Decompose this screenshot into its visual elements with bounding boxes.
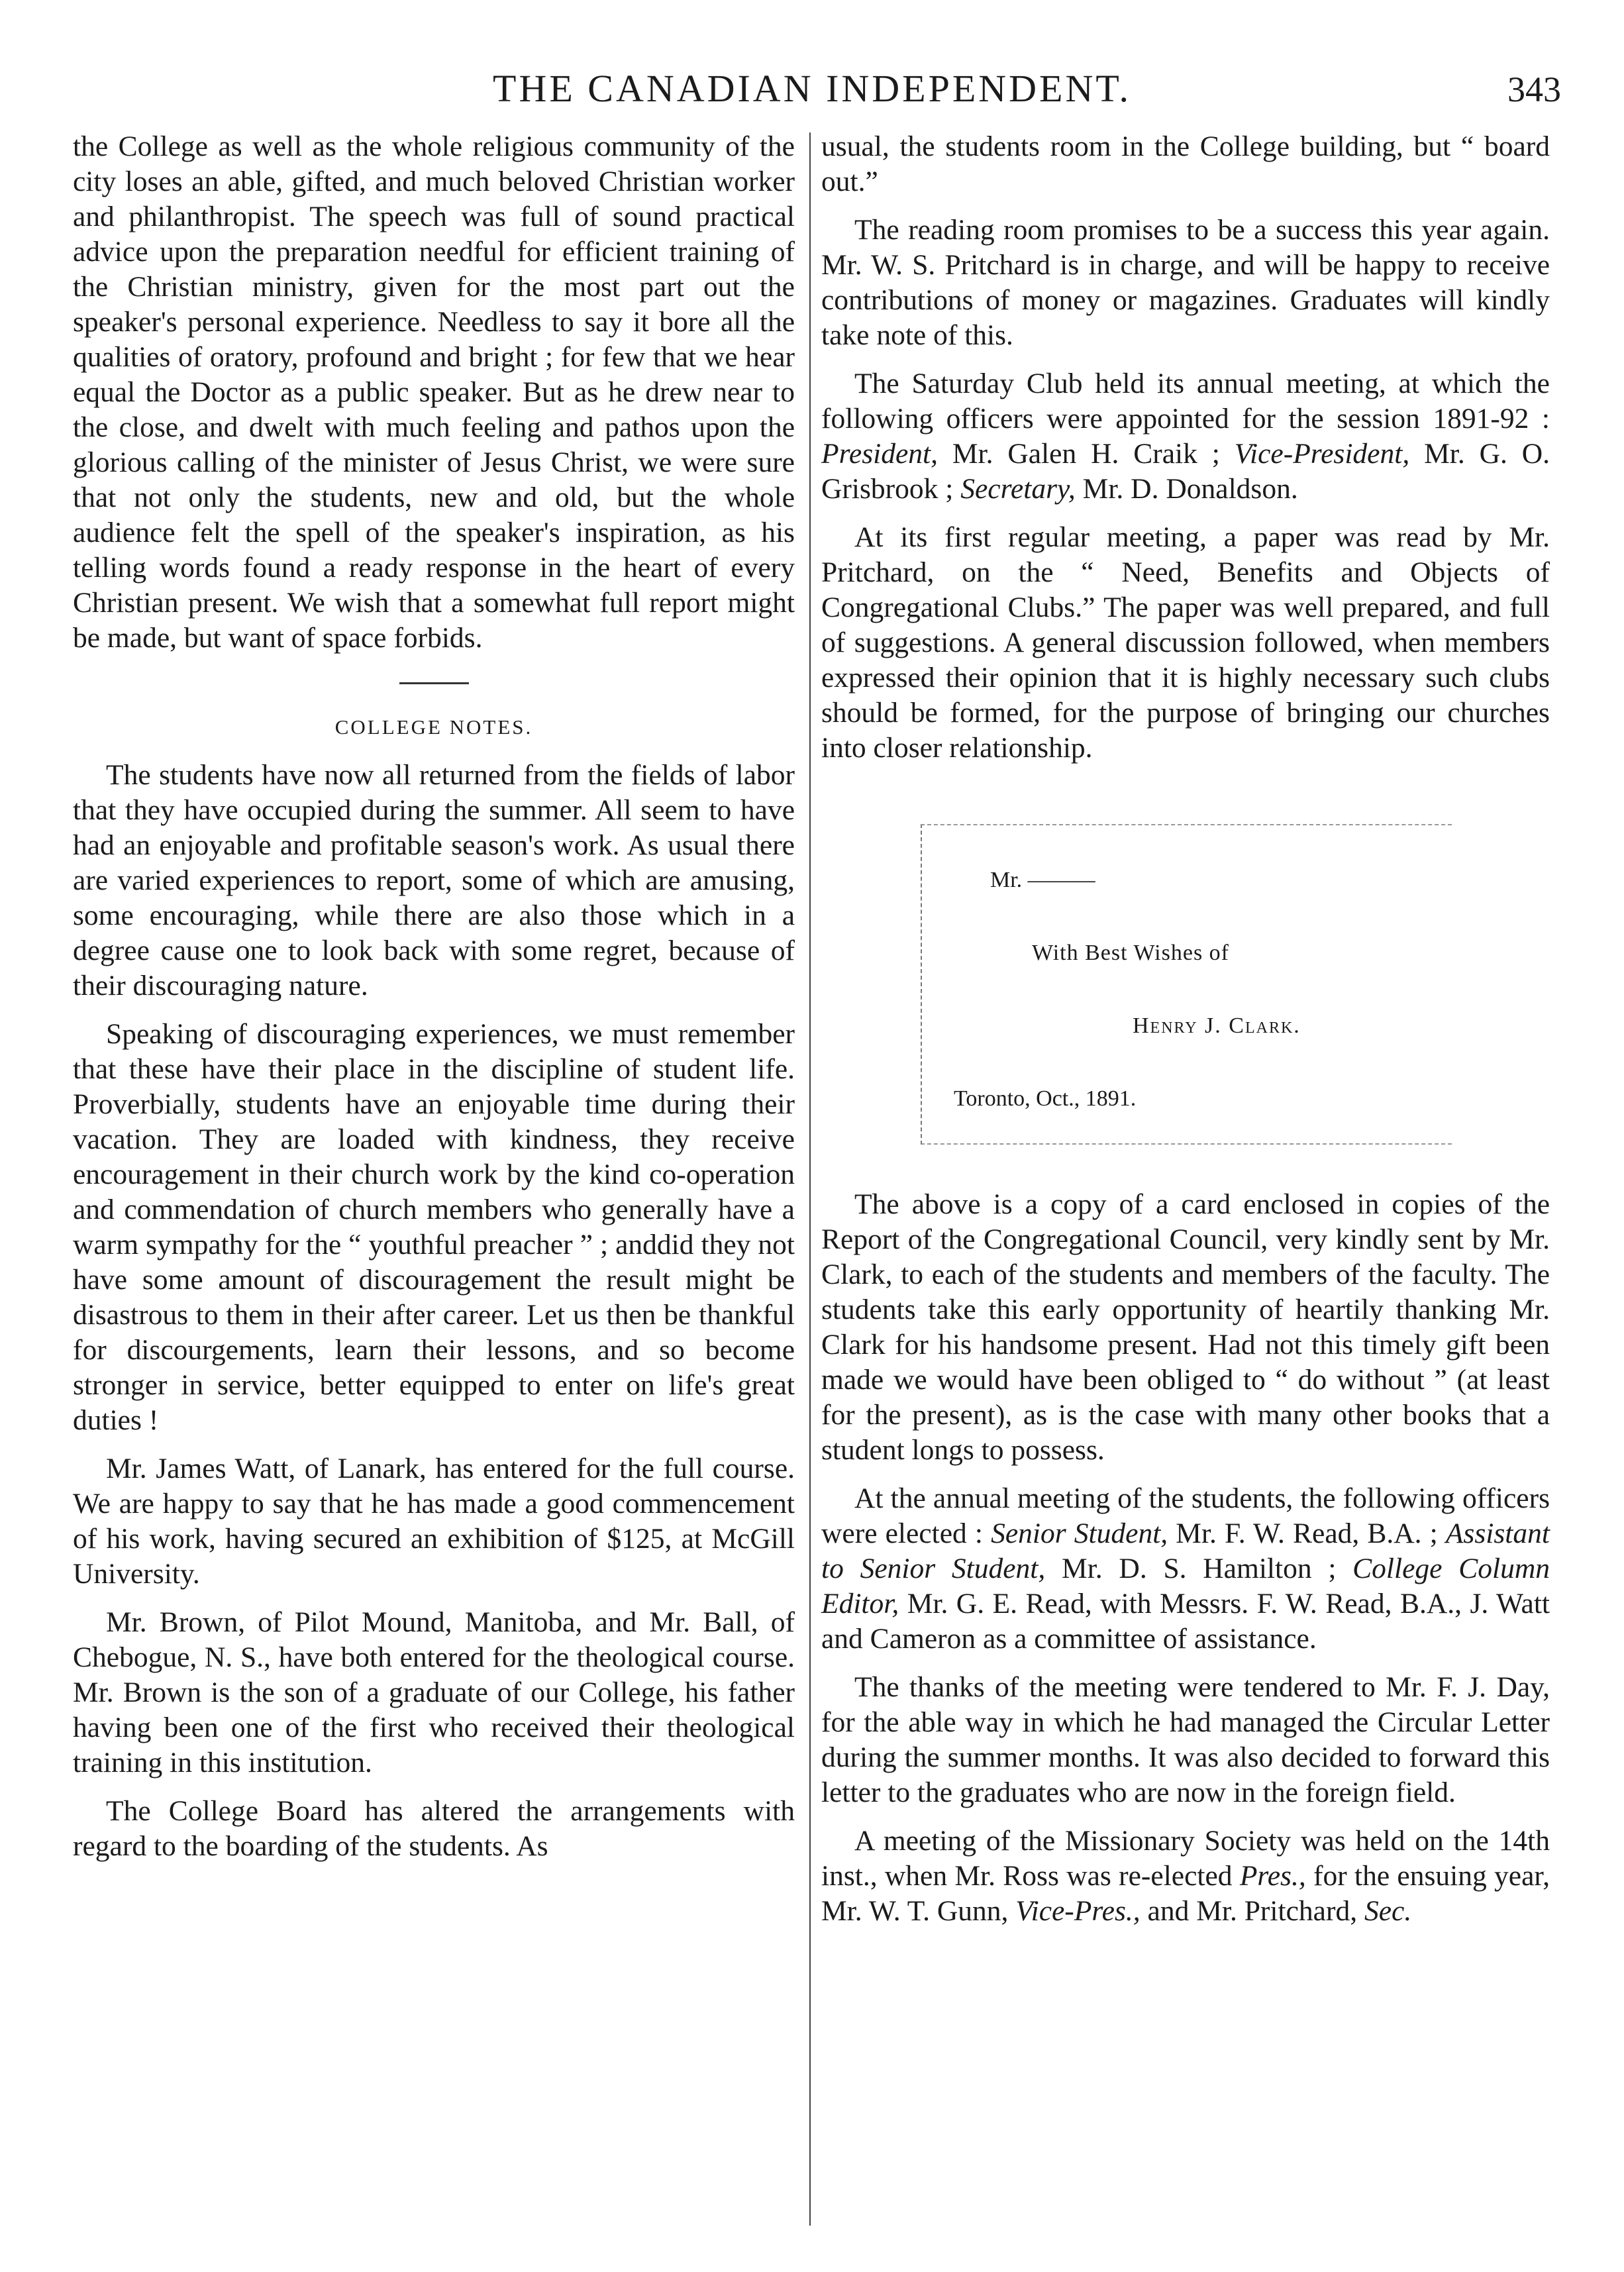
paragraph-board-out: usual, the students room in the College building, but “ board out.” <box>821 130 1550 197</box>
paragraph-james-watt: Mr. James Watt, of Lanark, has entered for the full course. We are happy to say that he has made a good commencement of his work, having secured an exhibition of $125, at McGill University. <box>73 1453 795 1590</box>
section-divider <box>399 682 469 684</box>
card-wishes: With Best Wishes of <box>1032 941 1230 965</box>
left-column <box>73 129 795 1864</box>
paragraph-card-description: The above is a copy of a card enclosed in copies of the Report of the Congregational Council, very kindly sent by Mr. Clark, to each of the students and members of the faculty. The students take this early opportunity of heartily thanking Mr. Clark for his handsome present. Had not this timely gift been made we would have been obliged to “ do without ” (at least for the present), as is the case with many other books that a student longs to possess. <box>821 1188 1550 1466</box>
column-divider <box>809 132 811 2226</box>
paragraph-reading-room: The reading room promises to be a success this year again. Mr. W. S. Pritchard is in charge, and will be happy to receive contributions of money or magazines. Graduates will kindly take note of this. <box>821 214 1550 351</box>
page-number: 343 <box>1507 70 1561 109</box>
paragraph-discouraging-experiences: Speaking of discouraging experiences, we must remember that these have their place in the discipline of student life. Proverbially, students have an enjoyable time during their vacation. They are loaded with kindness, they receive encouragement in their church work by the kind co-operation and commendation of church members who generally have a warm sympathy for the “ youthful preacher ” ; anddid they not have some amount of discouragement the result might be disastrous to them in their after career. Let us then be thankful for discourgements, learn their lessons, and so become stronger in service, better equipped to enter on life's great duties ! <box>73 1018 795 1436</box>
card-copy <box>821 791 1550 1162</box>
paragraph-missionary-society: A meeting of the Missionary Society was held on the 14th inst., when Mr. Ross was re-elected Pres., for the ensuing year, Mr. W. T. Gunn, Vice-Pres., and Mr. Pritchard, Sec. <box>821 1825 1550 1927</box>
paragraph-students-returned: The students have now all returned from the fields of labor that they have occupied during the summer. All seem to have had an enjoyable and profitable season's work. As usual there are varied experiences to report, some of which are amusing, some encouraging, while there are also those which in a degree cause one to look back with some regret, because of their discouraging nature. <box>73 759 795 1002</box>
paragraph-college-board: The College Board has altered the arrangements with regard to the boarding of the students. As <box>73 1795 795 1862</box>
paragraph-thanks: The thanks of the meeting were tendered to Mr. F. J. Day, for the able way in which he had managed the Circular Letter during the summer months. It was also decided to forward this letter to the graduates who are now in the foreign field. <box>821 1671 1550 1808</box>
card-sender: Henry J. Clark. <box>1133 1013 1301 1038</box>
section-heading-college-notes: COLLEGE NOTES. <box>334 715 533 739</box>
paragraph-annual-meeting: At the annual meeting of the students, the following officers were elected : Senior Student, Mr. F. W. Read, B.A. ; Assistant to Senior Student, Mr. D. S. Hamilton ; College Column Editor, Mr. G. E. Read, with Messrs. F. W. Read, B.A., J. Watt and Cameron as a committee of assistance. <box>821 1482 1550 1655</box>
page-header <box>0 46 1624 119</box>
paragraph-saturday-club: The Saturday Club held its annual meeting, at which the following officers were appointed for the session 1891-92 : President, Mr. Galen H. Craik ; Vice-President, Mr. G. O. Grisbrook ; Secretary, Mr. D. Donaldson. <box>821 368 1550 505</box>
card-recipient: Mr. ——— <box>990 868 1095 892</box>
right-column <box>821 129 1550 1929</box>
paragraph-first-meeting: At its first regular meeting, a paper was read by Mr. Pritchard, on the “ Need, Benefits and Objects of Congregational Clubs.” The paper was well prepared, and full of suggestions. A general discussion followed, when members expressed their opinion that it is highly necessary such clubs should be formed, for the purpose of bringing our churches into closer relationship. <box>821 521 1550 764</box>
card-place-date: Toronto, Oct., 1891. <box>954 1086 1137 1111</box>
journal-title: THE CANADIAN INDEPENDENT. <box>493 67 1131 110</box>
paragraph-speech: the College as well as the whole religious community of the city loses an able, gifted, and much beloved Christian worker and philanthropist. The speech was full of sound practical advice upon the preparation needful for efficient training of the Christian ministry, given for the most part out the speaker's personal experience. Needless to say it bore all the qualities of oratory, profound and bright ; for few that we hear equal the Doctor as a public speaker. But as he drew near to the close, and dwelt with much feeling and pathos upon the glorious calling of the minister of Jesus Christ, we were sure that not only the students, new and old, but the whole audience felt the spell of the speaker's inspiration, as his telling words found a ready response in the heart of every Christian present. We wish that a somewhat full report might be made, but want of space forbids. <box>73 130 795 654</box>
paragraph-brown-ball: Mr. Brown, of Pilot Mound, Manitoba, and Mr. Ball, of Chebogue, N. S., have both entered for the theological course. Mr. Brown is the son of a graduate of our College, his father having been one of the first who received their theological training in this institution. <box>73 1606 795 1779</box>
